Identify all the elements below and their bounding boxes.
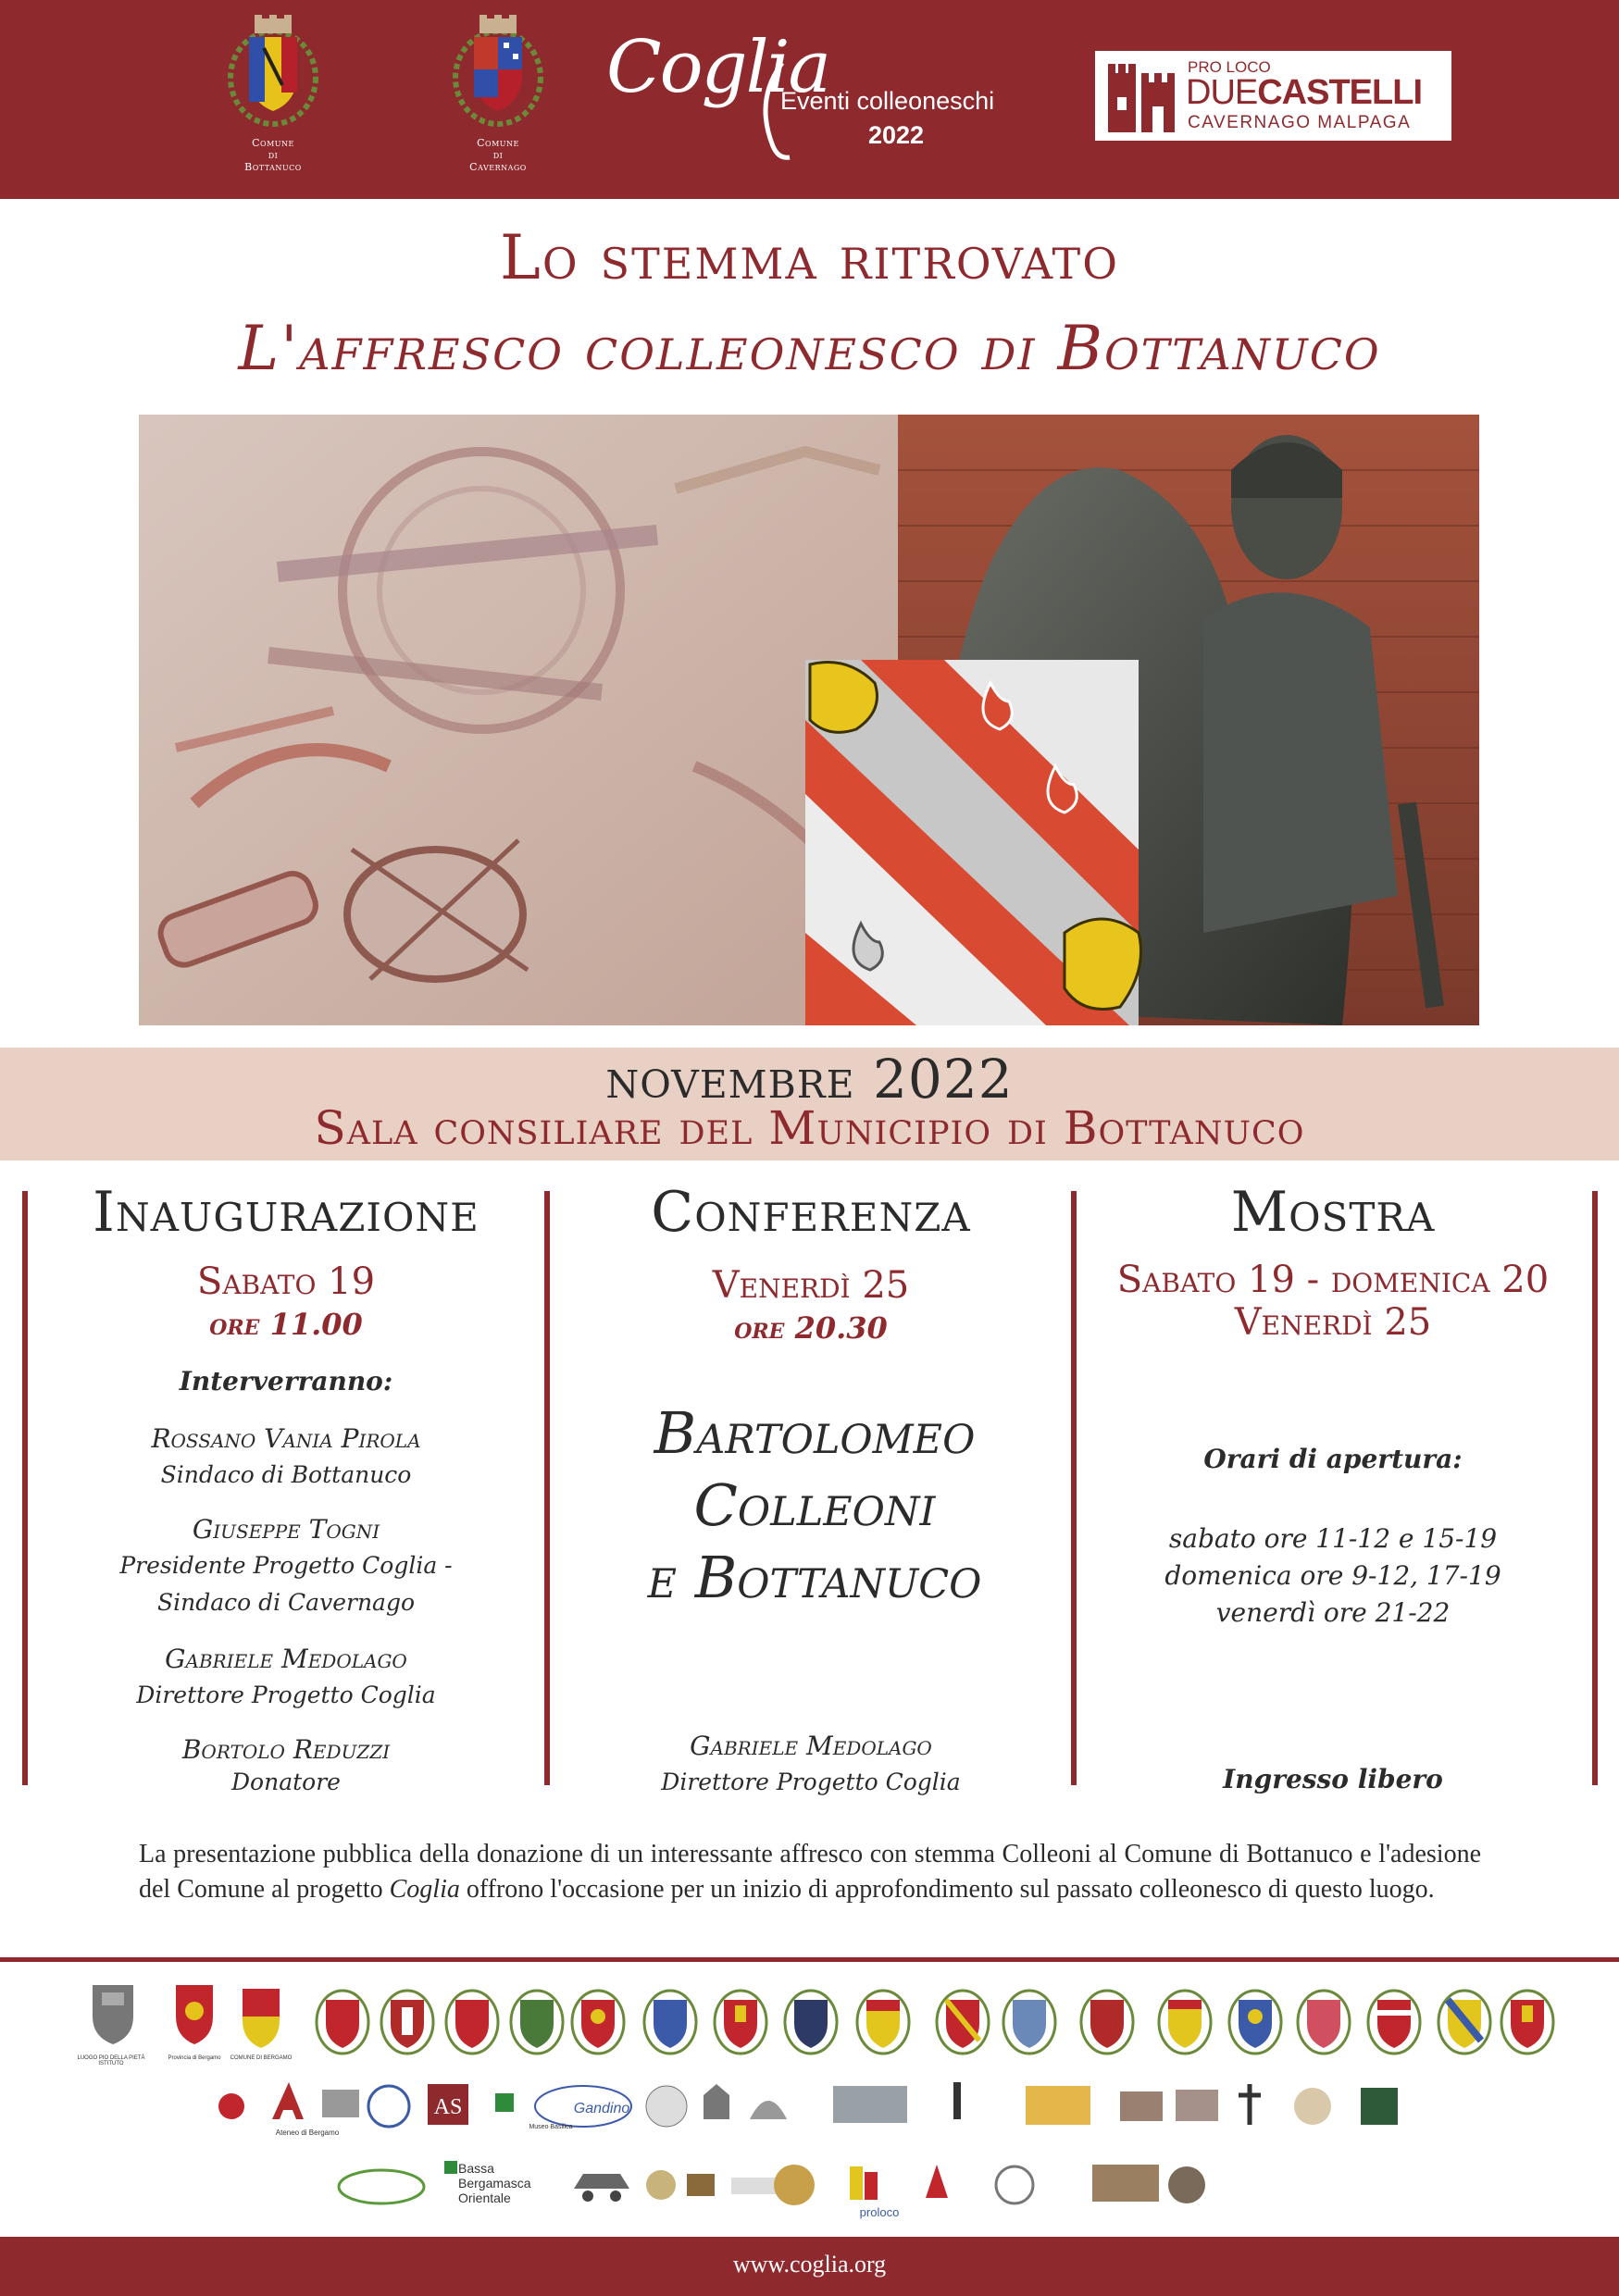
page-title: Lo stemma ritrovato	[500, 222, 1119, 293]
emblem-logo-icon	[687, 2174, 715, 2196]
speakers-label: Interverranno:	[179, 1366, 393, 1396]
opening-hours-line: venerdì ore 21-22	[1215, 1597, 1451, 1628]
as-logo-icon	[428, 2084, 468, 2125]
inaugurazione-day: Sabato 19	[196, 1260, 376, 1303]
proloco-name: DUECASTELLI	[1186, 73, 1423, 112]
proloco-logo-icon	[1168, 2166, 1205, 2203]
emblem-logo-icon	[368, 2086, 409, 2127]
website-link[interactable]: www.coglia.org	[732, 2251, 887, 2277]
photo-logo-icon	[833, 2086, 907, 2123]
partner-caption: LUOGO PIO DELLA PIETÀ ISTITUTO	[77, 2055, 145, 2066]
speaker-role: Sindaco di Bottanuco	[160, 1461, 412, 1488]
cart-logo-icon	[574, 2174, 629, 2202]
conferenza-title: Conferenza	[651, 1180, 971, 1245]
column-divider-1	[544, 1191, 550, 1785]
bergamo-crest-icon	[243, 1989, 280, 2048]
cavernago-coat-of-arms-icon	[452, 11, 544, 131]
bottanuco-coat-of-arms-icon	[227, 11, 319, 131]
crest-icon	[715, 1991, 766, 2054]
mostra-title: Mostra	[1230, 1180, 1436, 1245]
conference-topic: Bartolomeo Colleoni e Bottanuco	[647, 1399, 982, 1611]
event-venue: Sala consiliare del Municipio di Bottanuco	[314, 1101, 1305, 1155]
conferenza-time: ore 20.30	[734, 1310, 888, 1346]
church-logo-icon	[704, 2084, 729, 2119]
crest-cavernago	[447, 11, 549, 173]
speaker-name: Gabriele Medolago	[165, 1644, 407, 1674]
speaker-role: Direttore Progetto Coglia	[136, 1682, 436, 1708]
speaker-name: Bortolo Reduzzi	[181, 1734, 391, 1765]
crest-logo-icon	[646, 2086, 687, 2127]
association-logo-icon	[996, 2166, 1033, 2203]
opening-hours-label: Orari di apertura:	[1203, 1444, 1463, 1474]
speaker-role: Donatore	[231, 1769, 341, 1795]
svg-text:AS: AS	[433, 2095, 463, 2119]
event-date: novembre 2022	[605, 1048, 1014, 1111]
inaugurazione-time: ore 11.00	[209, 1307, 363, 1342]
proloco-prefix: PRO LOCO	[1188, 58, 1271, 76]
column-divider-right	[1592, 1191, 1598, 1785]
provincia-crest-icon	[176, 1985, 213, 2044]
speaker-name: Rossano Vania Pirola	[151, 1423, 421, 1454]
inaugurazione-title: Inaugurazione	[93, 1180, 479, 1245]
crest-icon	[1081, 1991, 1133, 2054]
proloco-logo	[1095, 51, 1451, 141]
partner-logo-text: Bergamasca	[458, 2176, 531, 2191]
crest-icon	[1501, 1991, 1553, 2054]
crest-icon	[511, 1991, 563, 2054]
crest-icon	[785, 1991, 837, 2054]
event-description: La presentazione pubblica della donazione di un interessante affresco con stemma Colleoni al Comune di Bottanuco e l'adesione del Comune al progetto Coglia offrono l'occasione per un inizio di approfondimento sul passato colleonesco di questo luogo.	[139, 1840, 1481, 1904]
tower-logo-icon	[953, 2082, 961, 2119]
mostra-day-2: Venerdì 25	[1234, 1301, 1432, 1344]
cross-logo-icon	[1239, 2084, 1261, 2125]
proloco-logo-icon	[1092, 2165, 1159, 2202]
partner-logo-text: Bassa	[458, 2161, 494, 2176]
partner-logo-text: Orientale	[458, 2191, 511, 2205]
crest-cavernago-caption: Comune di Cavernago	[469, 137, 527, 173]
opening-hours-line: sabato ore 11-12 e 15-19	[1168, 1523, 1498, 1554]
emblem-logo-icon	[646, 2170, 676, 2200]
fresco-and-statue-illustration	[139, 415, 1479, 1025]
mostra-day-1: Sabato 19 - domenica 20	[1116, 1259, 1550, 1301]
header-band	[0, 0, 1619, 199]
proloco-logo-icon	[926, 2165, 948, 2198]
partner-logo-text: Museo Basilica	[529, 2124, 573, 2130]
dome-logo-icon	[750, 2101, 787, 2119]
ateneo-logo-icon	[272, 2082, 304, 2119]
crest-icon	[1368, 1991, 1420, 2054]
column-divider-left	[22, 1191, 28, 1785]
castle-tower-icon	[1104, 60, 1178, 132]
conference-speaker-name: Gabriele Medolago	[690, 1731, 932, 1761]
building-logo-icon	[322, 2090, 359, 2117]
photo-logo-icon	[1176, 2090, 1218, 2121]
crest-icon	[1159, 1991, 1211, 2054]
coglia-logo-year: 2022	[868, 121, 925, 149]
partner-caption: COMUNE DI BERGAMO	[230, 2055, 293, 2061]
luogo-pio-crest-icon	[93, 1985, 133, 2044]
speaker-name: Giuseppe Togni	[192, 1514, 380, 1545]
bassa-bergamasca-logo-icon	[444, 2161, 457, 2174]
photo-logo-icon	[1120, 2091, 1163, 2121]
crest-icon	[317, 1991, 368, 2054]
institution-logo-icon	[218, 2093, 244, 2119]
basilica-logo-icon	[1026, 2086, 1090, 2125]
partners-divider	[0, 1957, 1619, 1962]
lombardia-logo-icon	[495, 2093, 514, 2112]
partner-logo-text: Ateneo di Bergamo	[275, 2128, 340, 2137]
crest-icon	[937, 1991, 989, 2054]
square-logo-icon	[1361, 2088, 1398, 2125]
dome-logo-icon	[1294, 2088, 1331, 2125]
speaker-role: Sindaco di Cavernago	[156, 1589, 416, 1616]
crest-icon	[1229, 1991, 1281, 2054]
medal-logo-icon	[774, 2165, 815, 2205]
coglia-logo-subtitle: Eventi colleoneschi	[780, 87, 995, 115]
institutional-logos-row	[0, 2073, 1619, 2147]
conference-speaker-role: Direttore Progetto Coglia	[661, 1769, 961, 1795]
crest-icon	[381, 1991, 433, 2054]
conferenza-day: Venerdì 25	[712, 1264, 910, 1307]
partners-logos	[0, 1967, 1619, 2235]
association-logos-row	[0, 2152, 1619, 2226]
proloco-subtitle: CAVERNAGO MALPAGA	[1188, 113, 1412, 132]
partner-caption: Provincia di Bergamo	[168, 2055, 221, 2061]
municipal-crests-row	[0, 1976, 1619, 2078]
crest-icon	[857, 1991, 909, 2054]
coglia-logo-word: Coglia	[606, 26, 829, 109]
crest-icon	[1298, 1991, 1350, 2054]
coglia-logo	[606, 26, 1032, 165]
proloco-logo-icon	[850, 2166, 878, 2200]
partner-logo-text: proloco	[859, 2205, 900, 2219]
crest-bottanuco-caption: Comune di Bottanuco	[244, 137, 302, 173]
crest-icon	[572, 1991, 624, 2054]
opening-hours-line: domenica ore 9-12, 17-19	[1164, 1560, 1501, 1591]
crest-icon	[446, 1991, 498, 2054]
partner-logo-text: Gandino	[573, 2101, 630, 2116]
association-logo-icon	[339, 2170, 424, 2203]
crest-icon	[1438, 1991, 1490, 2054]
speaker-role: Presidente Progetto Coglia -	[119, 1552, 453, 1579]
page-subtitle: L'affresco colleonesco di Bottanuco	[238, 313, 1381, 384]
crest-icon	[644, 1991, 696, 2054]
crest-bottanuco	[222, 11, 324, 173]
crest-icon	[1003, 1991, 1055, 2054]
free-entry-label: Ingresso libero	[1223, 1764, 1443, 1794]
hero-image	[139, 415, 1479, 1025]
